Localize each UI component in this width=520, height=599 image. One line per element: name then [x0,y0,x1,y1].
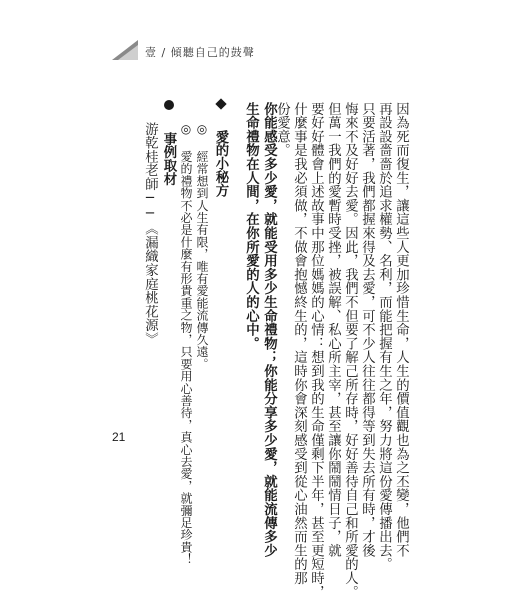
tips-heading [212,100,231,280]
circle-bullet-icon [164,100,174,110]
body-column-4: 悔來不及好好去愛。因此，我們不但要了解己所存時，好好善待自己和所愛的人。 [342,102,358,599]
tips-heading-label: 愛的小秘方 [213,130,229,197]
body-column-8: 份愛意。 [274,102,290,158]
body-column-7: 什麼事是我必須做，不做會抱憾終生的，這時你會深刻感受到從心油然而生的那 [291,102,307,585]
body-column-6: 要好好體會上述故事中那位媽媽的心情：想到我的生命僅剩下半年，甚至更短時， [308,102,324,599]
body-column-5: 但萬一我們的愛暫時受挫，被誤解、私心所主宰，甚至讓你鬧鬧情日子，就 [325,102,341,558]
chapter-triangle-icon [112,40,138,60]
diamond-bullet-icon [215,98,226,109]
chapter-header-title: 壹 / 傾聽自己的鼓聲 [145,46,255,59]
body-column-2: 再設設嗇嗇於追求權勢、名利，而能把握有生之年，努力將這份愛傳播出去。 [376,102,392,572]
case-source: 游乾桂老師──《漏織家庭桃花源》 [142,122,158,346]
emphasis-line-2: 你能感受多少愛，就能受用多少生命禮物；你能分享多少愛，就能流傳多少 [261,102,278,558]
tip-item-1: ◎ 經常想到人生有限，唯有愛能流傳久遠。 [195,122,209,370]
body-column-3: 只要活著，我們都握來得及去愛，可不少人往往都得等到失去所有時，才後 [359,102,375,558]
page-number: 21 [112,430,126,444]
tip-item-2: ◎ 愛的禮物不必是什麼有形貴重之物，只要用心善待，真心去愛，就彌足珍貴！ [179,122,193,566]
emphasis-line-1: 生命禮物在人間，在你所愛的人的心中。 [243,102,260,351]
case-heading-label: 事例取材 [161,132,177,186]
case-heading [160,100,179,280]
body-column-1: 因為死而復生，讓這些人更加珍惜生命，人生的價值觀也為之丕變，他們不 [393,102,409,558]
